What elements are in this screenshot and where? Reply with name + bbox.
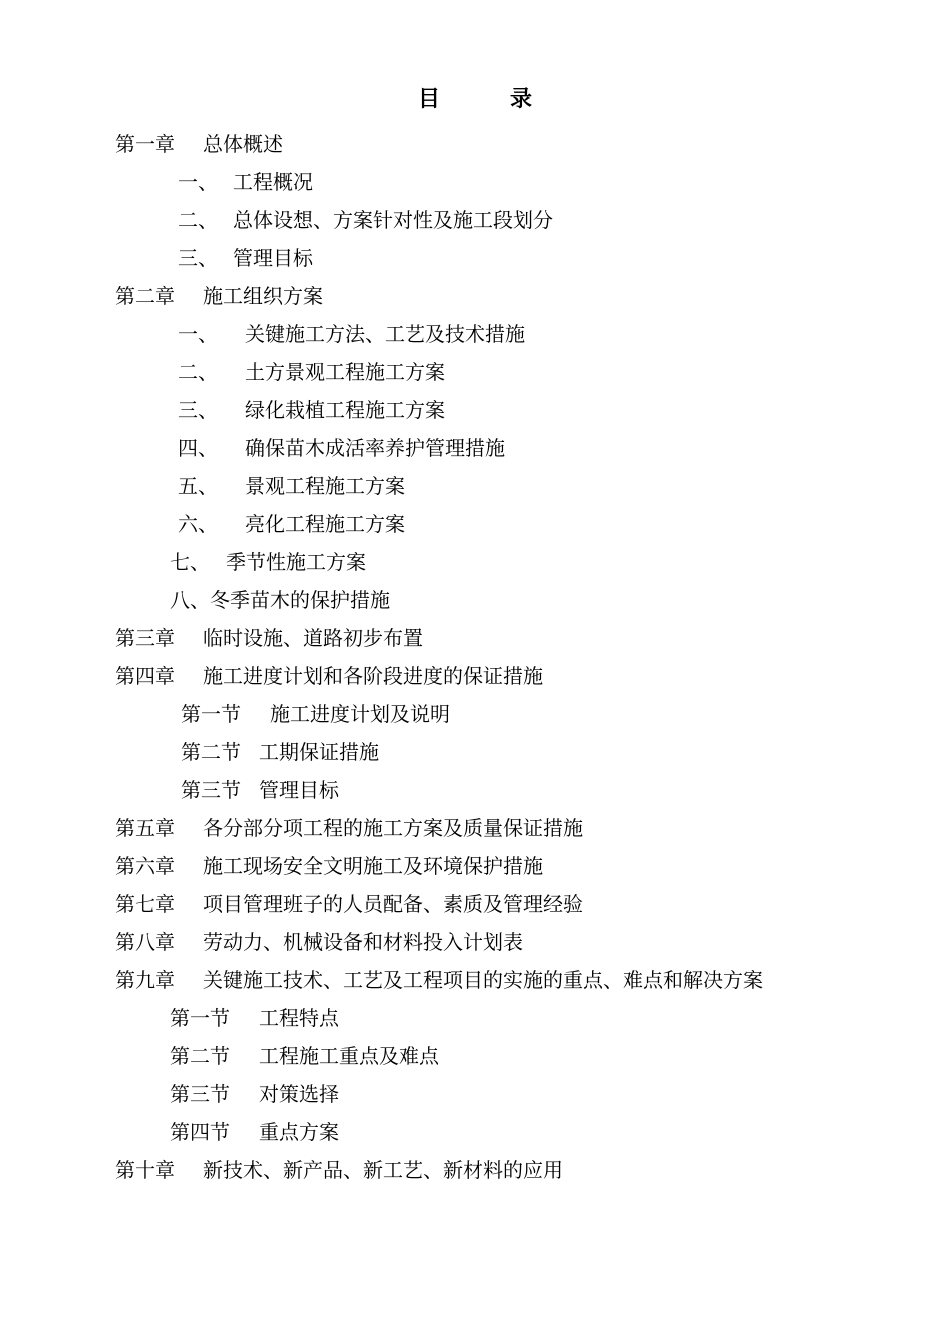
toc-text: 重点方案 [259, 1120, 339, 1144]
toc-number: 第三节 [170, 1082, 230, 1106]
toc-text: 管理目标 [259, 778, 339, 802]
toc-text: 土方景观工程施工方案 [245, 360, 445, 384]
toc-text: 各分部分项工程的施工方案及质量保证措施 [203, 816, 583, 840]
toc-number: 第四章 [115, 664, 175, 688]
toc-entry [178, 467, 405, 505]
toc-entry [181, 695, 450, 733]
toc-number: 第四节 [170, 1120, 230, 1144]
toc-number: 三、 [178, 398, 218, 422]
toc-number: 第十章 [115, 1158, 175, 1182]
toc-number: 六、 [178, 512, 218, 536]
toc-number: 第三章 [115, 626, 175, 650]
toc-entry [115, 885, 583, 923]
toc-text: 施工进度计划和各阶段进度的保证措施 [203, 664, 543, 688]
toc-number: 第一章 [115, 132, 175, 156]
toc-entry [170, 999, 339, 1037]
toc-text: 新技术、新产品、新工艺、新材料的应用 [203, 1158, 563, 1182]
toc-number: 第二节 [181, 740, 241, 764]
toc-number: 一、 [178, 322, 218, 346]
toc-text: 工程施工重点及难点 [259, 1044, 439, 1068]
toc-text: 施工现场安全文明施工及环境保护措施 [203, 854, 543, 878]
toc-number: 七、 [170, 550, 210, 574]
toc-entry [115, 125, 283, 163]
toc-number: 第一节 [181, 702, 241, 726]
toc-text: 工程特点 [259, 1006, 339, 1030]
toc-entry [170, 1037, 439, 1075]
toc-entry [170, 581, 390, 619]
toc-entry [115, 923, 523, 961]
toc-number: 第六章 [115, 854, 175, 878]
toc-entry [170, 543, 366, 581]
toc-entry [178, 429, 505, 467]
toc-number: 五、 [178, 474, 218, 498]
toc-number: 第五章 [115, 816, 175, 840]
toc-entry [178, 505, 405, 543]
toc-entry [181, 733, 379, 771]
toc-text: 关键施工技术、工艺及工程项目的实施的重点、难点和解决方案 [203, 968, 763, 992]
toc-entry [170, 1075, 339, 1113]
toc-entry [178, 163, 313, 201]
toc-number: 第九章 [115, 968, 175, 992]
toc-entry [178, 201, 553, 239]
title-char-2: 录 [510, 86, 533, 112]
toc-number: 二、 [178, 208, 218, 232]
toc-text: 工程概况 [233, 170, 313, 194]
toc-text: 绿化栽植工程施工方案 [245, 398, 445, 422]
toc-number: 四、 [178, 436, 218, 460]
toc-entry [115, 847, 543, 885]
toc-entry [115, 809, 583, 847]
toc-text: 项目管理班子的人员配备、素质及管理经验 [203, 892, 583, 916]
toc-entry [178, 239, 313, 277]
toc-number: 三、 [178, 246, 218, 270]
toc-text: 总体概述 [203, 132, 283, 156]
toc-text: 施工组织方案 [203, 284, 323, 308]
toc-entry [170, 1113, 339, 1151]
toc-number: 第八章 [115, 930, 175, 954]
toc-text: 临时设施、道路初步布置 [203, 626, 423, 650]
toc-text: 亮化工程施工方案 [245, 512, 405, 536]
toc-text: 确保苗木成活率养护管理措施 [245, 436, 505, 460]
toc-entry [115, 1151, 563, 1189]
toc-number: 第一节 [170, 1006, 230, 1030]
toc-text: 季节性施工方案 [226, 550, 366, 574]
toc-text: 冬季苗木的保护措施 [210, 588, 390, 612]
toc-entry [115, 657, 543, 695]
toc-entry [178, 391, 445, 429]
toc-text: 管理目标 [233, 246, 313, 270]
title-char-1: 目 [417, 86, 440, 112]
toc-entry [115, 277, 323, 315]
toc-number: 八、 [170, 588, 210, 612]
toc-number: 第二章 [115, 284, 175, 308]
toc-number: 第七章 [115, 892, 175, 916]
toc-text: 关键施工方法、工艺及技术措施 [245, 322, 525, 346]
toc-text: 施工进度计划及说明 [270, 702, 450, 726]
toc-text: 对策选择 [259, 1082, 339, 1106]
toc-text: 景观工程施工方案 [245, 474, 405, 498]
toc-text: 劳动力、机械设备和材料投入计划表 [203, 930, 523, 954]
toc-number: 二、 [178, 360, 218, 384]
toc-entry [178, 315, 525, 353]
toc-text: 工期保证措施 [259, 740, 379, 764]
toc-entry [181, 771, 339, 809]
toc-number: 一、 [178, 170, 218, 194]
toc-entry [178, 353, 445, 391]
toc-number: 第二节 [170, 1044, 230, 1068]
toc-text: 总体设想、方案针对性及施工段划分 [233, 208, 553, 232]
toc-entry [115, 619, 423, 657]
toc-entry [115, 961, 763, 999]
toc-number: 第三节 [181, 778, 241, 802]
page-title [0, 82, 950, 113]
